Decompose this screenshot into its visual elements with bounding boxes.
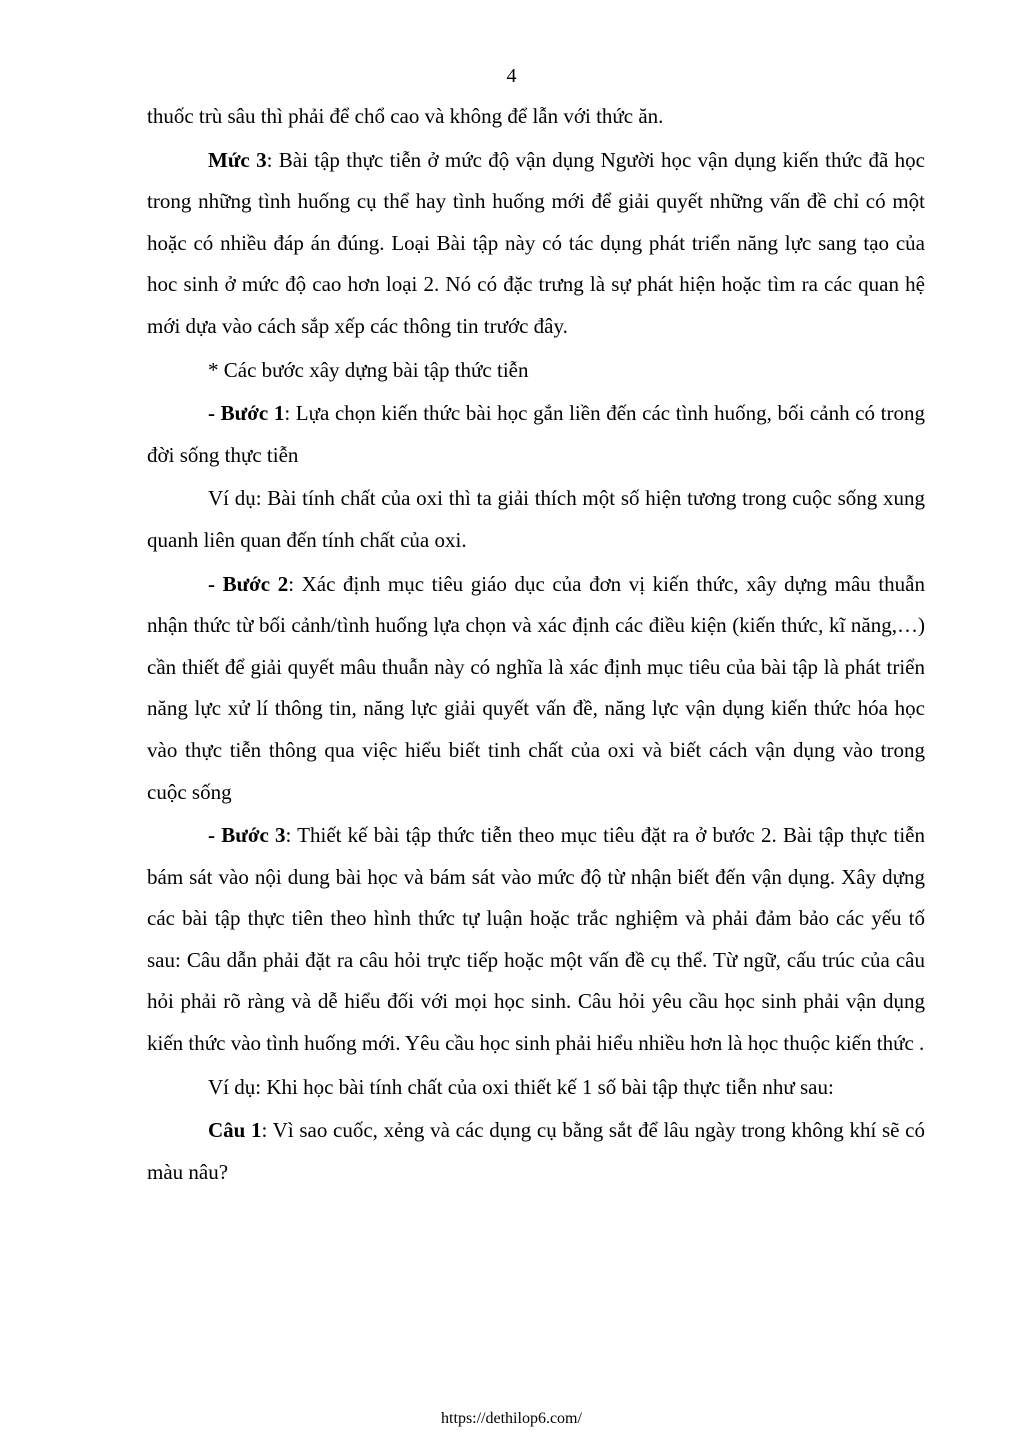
footer-url: https://dethilop6.com/ bbox=[441, 1410, 582, 1427]
paragraph-text: : Thiết kế bài tập thức tiễn theo mục tiêu đặt ra ở bước 2. Bài tập thực tiễn bám sát vào nội dung bài học và bám sát vào mức độ từ nhận biết đến vận dụng. Xây dựng các bài tập thực tiên theo hình thức tự luận hoặc trắc nghiệm và phải đảm bảo các yếu tố sau: Câu dẫn phải đặt ra câu hỏi trực tiếp hoặc một vấn đề cụ thể. Từ ngữ, cấu trúc của câu hỏi phải rõ ràng và dễ hiểu đối với mọi học sinh. Câu hỏi yêu cầu học sinh phải vận dụng kiến thức vào tình huống mới. Yêu cầu học sinh phải hiểu nhiều hơn là học thuộc kiến thức . bbox=[147, 823, 925, 1056]
paragraph-example-1 bbox=[147, 478, 925, 561]
paragraph-cau-1 bbox=[147, 1110, 925, 1193]
paragraph-heading: - Bước 1 bbox=[208, 401, 285, 426]
paragraph-heading: Câu 1 bbox=[208, 1118, 262, 1143]
paragraph-heading: - Bước 2 bbox=[208, 571, 289, 596]
paragraph-text: : Lựa chọn kiến thức bài học gắn liền đến các tình huống, bối cảnh có trong đời sống thực tiễn bbox=[147, 401, 925, 467]
paragraph-text: : Xác định mục tiêu giáo dục của đơn vị kiến thức, xây dựng mâu thuẫn nhận thức từ bối cảnh/tình huống lựa chọn và xác định các điều kiện (kiến thức, kĩ năng,…) cần thiết để giải quyết mâu thuẫn này có nghĩa là xác định mục tiêu của bài tập là phát triển năng lực xử lí thông tin, năng lực giải quyết vấn đề, năng lực vận dụng kiến thức hóa học vào thực tiễn thông qua việc hiểu biết tinh chất của oxi và biết cách vận dụng vào trong cuộc sống bbox=[147, 571, 925, 804]
paragraph-example-2 bbox=[147, 1067, 925, 1109]
paragraph-heading: Mức 3 bbox=[208, 147, 267, 172]
paragraph-heading: - Bước 3 bbox=[208, 823, 286, 848]
page-number: 4 bbox=[506, 65, 517, 87]
paragraph-text: * Các bước xây dựng bài tập thức tiễn bbox=[208, 357, 529, 382]
paragraph-buoc-2 bbox=[147, 564, 925, 814]
paragraph-steps-heading bbox=[147, 350, 925, 392]
document-body bbox=[147, 96, 925, 1193]
paragraph-text: : Bài tập thực tiễn ở mức độ vận dụng Người học vận dụng kiến thức đã học trong những tình huống cụ thể hay tình huống mới để giải quyết những vấn đề chỉ có một hoặc có nhiều đáp án đúng. Loại Bài tập này có tác dụng phát triển năng lực sang tạo của hoc sinh ở mức độ cao hơn loại 2. Nó có đặc trưng là sự phát hiện hoặc tìm ra các quan hệ mới dựa vào cách sắp xếp các thông tin trước đây. bbox=[147, 147, 925, 338]
paragraph-text: thuốc trù sâu thì phải để chổ cao và không để lẫn với thức ăn. bbox=[147, 104, 664, 128]
paragraph-text: : Vì sao cuốc, xẻng và các dụng cụ bằng sắt để lâu ngày trong không khí sẽ có màu nâu? bbox=[147, 1118, 925, 1184]
paragraph-text: Ví dụ: Bài tính chất của oxi thì ta giải thích một số hiện tương trong cuộc sống xung quanh liên quan đến tính chất của oxi. bbox=[147, 486, 925, 552]
paragraph-buoc-1 bbox=[147, 393, 925, 476]
paragraph-buoc-3 bbox=[147, 815, 925, 1065]
paragraph-text: Ví dụ: Khi học bài tính chất của oxi thiết kế 1 số bài tập thực tiễn như sau: bbox=[208, 1074, 834, 1099]
paragraph-continuation bbox=[147, 96, 925, 138]
paragraph-muc-3 bbox=[147, 140, 925, 348]
